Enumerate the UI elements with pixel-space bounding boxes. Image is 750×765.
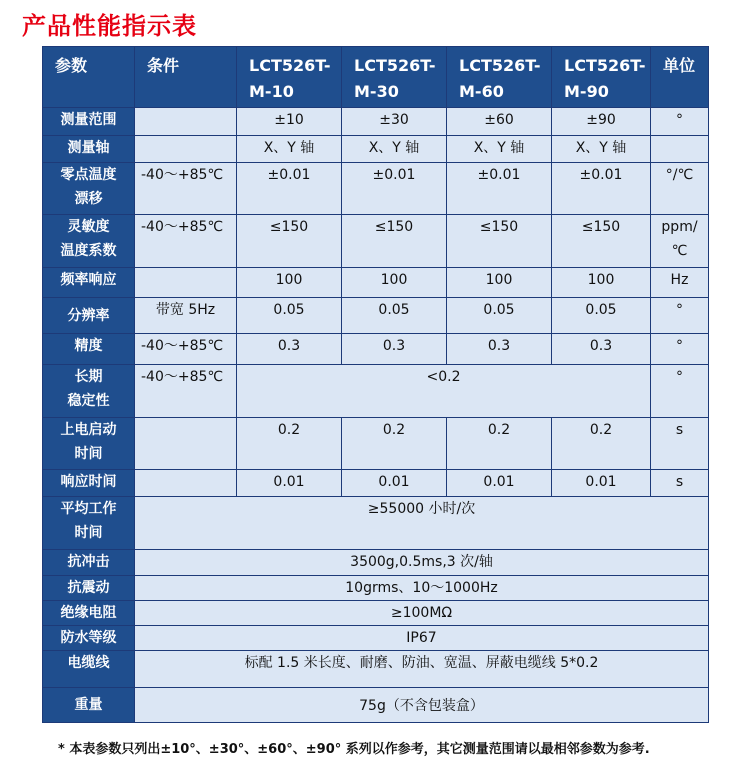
row-label: 响应时间 — [43, 470, 135, 497]
cell-value-merged: ≥100MΩ — [135, 601, 709, 626]
cell-value: ≤150 — [447, 215, 552, 268]
header-unit: 单位 — [651, 47, 709, 108]
cell-condition — [135, 470, 237, 497]
cell-value-merged: 10grms、10～1000Hz — [135, 576, 709, 601]
cell-value: 0.01 — [237, 470, 342, 497]
cell-unit — [651, 136, 709, 163]
cell-value-merged: ≥55000 小时/次 — [135, 497, 709, 550]
row-label: 频率响应 — [43, 268, 135, 298]
cell-value: 0.2 — [342, 418, 447, 470]
row-label: 平均工作 时间 — [43, 497, 135, 550]
row-label: 测量轴 — [43, 136, 135, 163]
header-model-90: LCT526T- M-90 — [552, 47, 651, 108]
header-condition: 条件 — [135, 47, 237, 108]
cell-value: 100 — [552, 268, 651, 298]
cell-condition — [135, 136, 237, 163]
table-row — [43, 163, 709, 215]
cell-value: ≤150 — [342, 215, 447, 268]
cell-condition — [135, 418, 237, 470]
cell-unit: s — [651, 418, 709, 470]
table-row — [43, 268, 709, 298]
cell-unit: Hz — [651, 268, 709, 298]
cell-unit: ° — [651, 298, 709, 334]
cell-value: ±90 — [552, 108, 651, 136]
cell-unit: °/℃ — [651, 163, 709, 215]
cell-value-merged: IP67 — [135, 626, 709, 651]
table-row — [43, 334, 709, 365]
cell-value: ≤150 — [552, 215, 651, 268]
cell-value: X、Y 轴 — [237, 136, 342, 163]
table-row — [43, 550, 709, 576]
header-model-30: LCT526T- M-30 — [342, 47, 447, 108]
table-row — [43, 626, 709, 651]
header-param: 参数 — [43, 47, 135, 108]
header-row — [43, 47, 709, 108]
cell-value: 100 — [237, 268, 342, 298]
row-label: 抗冲击 — [43, 550, 135, 576]
row-label: 灵敏度 温度系数 — [43, 215, 135, 268]
cell-value: ±60 — [447, 108, 552, 136]
row-label: 绝缘电阻 — [43, 601, 135, 626]
row-label: 零点温度 漂移 — [43, 163, 135, 215]
cell-value: 0.3 — [447, 334, 552, 365]
cell-value: 0.01 — [552, 470, 651, 497]
cell-value: 0.01 — [342, 470, 447, 497]
cell-condition: -40～+85℃ — [135, 163, 237, 215]
cell-condition: -40～+85℃ — [135, 365, 237, 418]
cell-value: ±10 — [237, 108, 342, 136]
cell-value: 0.2 — [447, 418, 552, 470]
cell-value: ±0.01 — [552, 163, 651, 215]
table-row — [43, 298, 709, 334]
table-row — [43, 215, 709, 268]
row-label: 长期 稳定性 — [43, 365, 135, 418]
table-row — [43, 601, 709, 626]
cell-value: ±30 — [342, 108, 447, 136]
spec-table — [42, 46, 709, 723]
header-model-10: LCT526T- M-10 — [237, 47, 342, 108]
page-title: 产品性能指示表 — [22, 12, 197, 40]
cell-value: 0.05 — [342, 298, 447, 334]
table-row — [43, 651, 709, 688]
row-label: 抗震动 — [43, 576, 135, 601]
cell-value: 100 — [447, 268, 552, 298]
cell-value-merged: 标配 1.5 米长度、耐磨、防油、宽温、屏蔽电缆线 5*0.2 — [135, 651, 709, 688]
row-label: 重量 — [43, 688, 135, 723]
footnote: * 本表参数只列出±10°、±30°、±60°、±90° 系列以作参考，其它测量范围请以最相邻参数为参考. — [58, 742, 650, 757]
cell-condition — [135, 268, 237, 298]
cell-value: 0.3 — [342, 334, 447, 365]
table-row — [43, 108, 709, 136]
cell-condition: -40～+85℃ — [135, 334, 237, 365]
header-model-60: LCT526T- M-60 — [447, 47, 552, 108]
cell-value: 0.2 — [552, 418, 651, 470]
cell-condition: -40～+85℃ — [135, 215, 237, 268]
row-label: 上电启动 时间 — [43, 418, 135, 470]
cell-unit: ° — [651, 108, 709, 136]
cell-value: 0.05 — [237, 298, 342, 334]
cell-value: X、Y 轴 — [552, 136, 651, 163]
cell-value: 0.05 — [447, 298, 552, 334]
table-row — [43, 418, 709, 470]
cell-value-merged: 75g（不含包装盒） — [135, 688, 709, 723]
cell-unit: ° — [651, 334, 709, 365]
table-row — [43, 497, 709, 550]
table-row — [43, 470, 709, 497]
cell-unit: s — [651, 470, 709, 497]
row-label: 电缆线 — [43, 651, 135, 688]
table-row — [43, 365, 709, 418]
cell-value: ±0.01 — [237, 163, 342, 215]
cell-value: 100 — [342, 268, 447, 298]
cell-value-merged: <0.2 — [237, 365, 651, 418]
row-label: 防水等级 — [43, 626, 135, 651]
cell-unit: ppm/ ℃ — [651, 215, 709, 268]
cell-condition — [135, 108, 237, 136]
cell-condition: 带宽 5Hz — [135, 298, 237, 334]
cell-value: X、Y 轴 — [342, 136, 447, 163]
cell-value: 0.2 — [237, 418, 342, 470]
row-label: 测量范围 — [43, 108, 135, 136]
cell-value: X、Y 轴 — [447, 136, 552, 163]
cell-value: ±0.01 — [447, 163, 552, 215]
cell-value: ±0.01 — [342, 163, 447, 215]
table-row — [43, 136, 709, 163]
cell-value: 0.05 — [552, 298, 651, 334]
cell-value-merged: 3500g,0.5ms,3 次/轴 — [135, 550, 709, 576]
table-row — [43, 688, 709, 723]
cell-unit: ° — [651, 365, 709, 418]
cell-value: 0.3 — [552, 334, 651, 365]
row-label: 分辨率 — [43, 298, 135, 334]
cell-value: ≤150 — [237, 215, 342, 268]
cell-value: 0.01 — [447, 470, 552, 497]
row-label: 精度 — [43, 334, 135, 365]
table-row — [43, 576, 709, 601]
cell-value: 0.3 — [237, 334, 342, 365]
